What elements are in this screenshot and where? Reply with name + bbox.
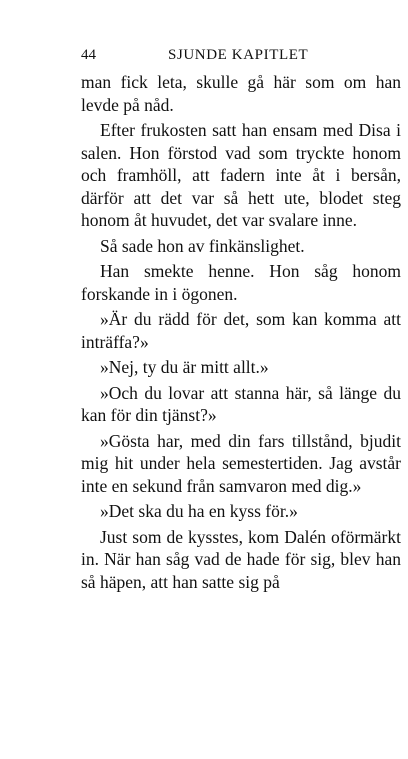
dialogue-paragraph: »Nej, ty du är mitt allt.» [100, 357, 269, 377]
paragraph: Just som de kysstes, kom Dalén oförmärkt in. När han såg vad de hade för sig, blev han så häpen, att han satte sig på [81, 526, 401, 592]
paragraph-continued: man fick leta, skulle gå här som om han levde på nåd. [81, 72, 401, 115]
dialogue-paragraph: »Gösta har, med din fars tillstånd, bjudit mig hit under hela semestertiden. Jag avstår inte en sekund från samvaron med dig.» [81, 430, 401, 496]
dialogue-paragraph: »Är du rädd för det, som kan komma att inträffa?» [81, 309, 401, 352]
chapter-title: SJUNDE KAPITLET [168, 47, 309, 63]
paragraph: Han smekte henne. Hon såg honom forskande in i ögonen. [81, 261, 401, 304]
running-head [81, 44, 401, 66]
paragraph: Efter frukosten satt han ensam med Disa i salen. Hon förstod vad som tryckte honom och framhöll, att fadern inte åt i bersån, därför att det var så hett ute, blodet steg honom åt huvudet, det var svalare inne. [81, 120, 401, 230]
dialogue-paragraph: »Det ska du ha en kyss för.» [100, 501, 298, 521]
body-text [81, 71, 401, 593]
dialogue-paragraph: »Och du lovar att stanna här, så länge du kan för din tjänst?» [81, 382, 401, 425]
book-page [81, 44, 401, 596]
page-number: 44 [81, 47, 96, 63]
paragraph: Så sade hon av finkänslighet. [100, 235, 305, 256]
